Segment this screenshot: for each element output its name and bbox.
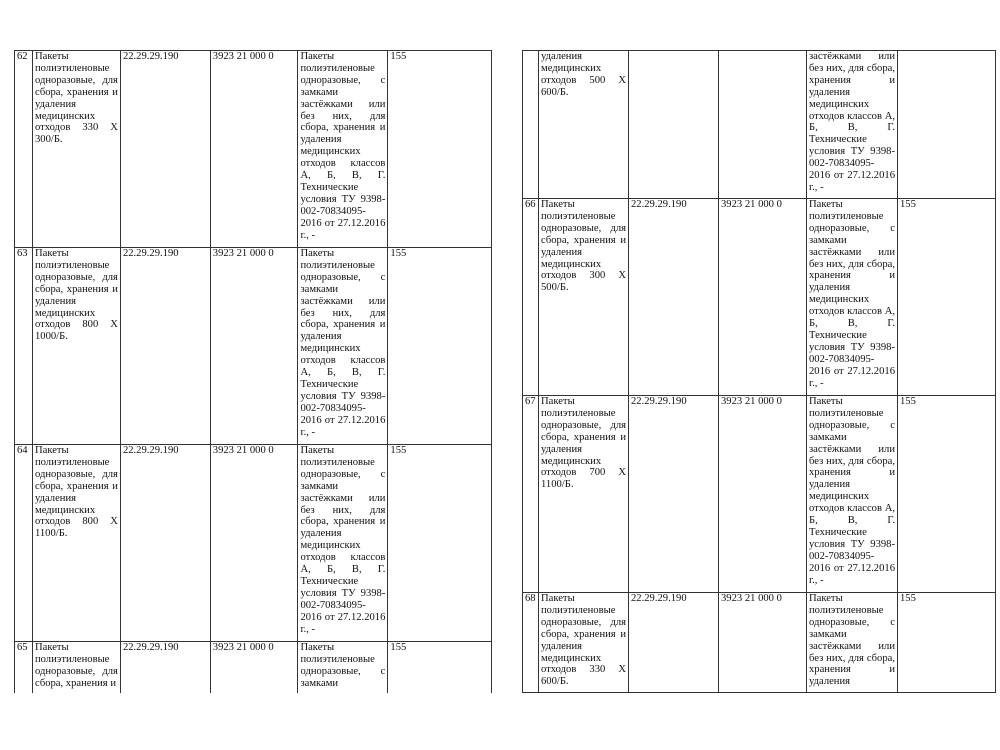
product-name: удаления медицинских отходов 500 Х 600/Б. bbox=[539, 51, 629, 199]
tnved-code: 3923 21 000 0 bbox=[719, 593, 807, 693]
tnved-code: 3923 21 000 0 bbox=[210, 445, 298, 642]
product-name: Пакеты полиэтиленовые одноразовые, для сбора, хранения и удаления медицинских отходов 700 Х 1100/Б. bbox=[539, 396, 629, 593]
unit-code: 155 bbox=[388, 445, 492, 642]
product-characteristics: Пакеты полиэтиленовые одноразовые, с замками застёжками или без них, для сбора, хранения и удаления медицинских отходов классов А, Б, В, Г. Технические условия ТУ 9398-002-70834095-2016 от 27.12.2016 г., - bbox=[807, 396, 898, 593]
unit-code: 155 bbox=[388, 51, 492, 248]
product-name: Пакеты полиэтиленовые одноразовые, для сбора, хранения и удаления медицинских отходов 800 Х 1100/Б. bbox=[32, 445, 120, 642]
product-name: Пакеты полиэтиленовые одноразовые, для сбора, хранения и удаления медицинских отходов 330 Х 300/Б. bbox=[32, 51, 120, 248]
row-number-empty bbox=[523, 51, 539, 199]
row-number: 64 bbox=[15, 445, 33, 642]
products-table-left bbox=[14, 50, 492, 693]
tnved-code: 3923 21 000 0 bbox=[210, 642, 298, 694]
tnved-code-empty bbox=[719, 51, 807, 199]
tnved-code: 3923 21 000 0 bbox=[210, 248, 298, 445]
tnved-code: 3923 21 000 0 bbox=[719, 199, 807, 396]
products-table-right bbox=[522, 50, 996, 693]
row-number: 66 bbox=[523, 199, 539, 396]
unit-code-empty bbox=[898, 51, 996, 199]
product-characteristics: Пакеты полиэтиленовые одноразовые, с замками застёжками или без них, для сбора, хранения и удаления медицинских отходов классов А, Б, В, Г. Технические условия ТУ 9398-002-70834095-2016 от 27.12.2016 г., - bbox=[807, 199, 898, 396]
unit-code: 155 bbox=[898, 593, 996, 693]
unit-code: 155 bbox=[898, 396, 996, 593]
table-row bbox=[523, 199, 996, 396]
product-name: Пакеты полиэтиленовые одноразовые, для сбора, хранения и удаления медицинских отходов 300 Х 500/Б. bbox=[539, 199, 629, 396]
okpd-code: 22.29.29.190 bbox=[120, 445, 210, 642]
product-characteristics: Пакеты полиэтиленовые одноразовые, с замками застёжками или без них, для сбора, хранения и удаления медицинских отходов классов А, Б, В, Г. Технические условия ТУ 9398-002-70834095-2016 от 27.12.2016 г., - bbox=[298, 248, 388, 445]
product-name: Пакеты полиэтиленовые одноразовые, для сбора, хранения и bbox=[32, 642, 120, 694]
unit-code: 155 bbox=[388, 248, 492, 445]
row-number: 63 bbox=[15, 248, 33, 445]
product-name: Пакеты полиэтиленовые одноразовые, для сбора, хранения и удаления медицинских отходов 330 Х 600/Б. bbox=[539, 593, 629, 693]
okpd-code: 22.29.29.190 bbox=[120, 642, 210, 694]
tnved-code: 3923 21 000 0 bbox=[210, 51, 298, 248]
tnved-code: 3923 21 000 0 bbox=[719, 396, 807, 593]
okpd-code: 22.29.29.190 bbox=[120, 248, 210, 445]
product-characteristics: Пакеты полиэтиленовые одноразовые, с замками застёжками или без них, для сбора, хранения и удаления медицинских отходов классов А, Б, В, Г. Технические условия ТУ 9398-002-70834095-2016 от 27.12.2016 г., - bbox=[298, 51, 388, 248]
product-characteristics: Пакеты полиэтиленовые одноразовые, с замками застёжками или без них, для сбора, хранения и удаления bbox=[807, 593, 898, 693]
table-row bbox=[15, 445, 492, 642]
okpd-code-empty bbox=[629, 51, 719, 199]
unit-code: 155 bbox=[388, 642, 492, 694]
table-row bbox=[523, 593, 996, 693]
product-characteristics: Пакеты полиэтиленовые одноразовые, с замками bbox=[298, 642, 388, 694]
row-number: 65 bbox=[15, 642, 33, 694]
table-row bbox=[523, 396, 996, 593]
row-number: 62 bbox=[15, 51, 33, 248]
product-name: Пакеты полиэтиленовые одноразовые, для сбора, хранения и удаления медицинских отходов 800 Х 1000/Б. bbox=[32, 248, 120, 445]
product-characteristics: Пакеты полиэтиленовые одноразовые, с замками застёжками или без них, для сбора, хранения и удаления медицинских отходов классов А, Б, В, Г. Технические условия ТУ 9398-002-70834095-2016 от 27.12.2016 г., - bbox=[298, 445, 388, 642]
product-characteristics: застёжками или без них, для сбора, хранения и удаления медицинских отходов классов А, Б, В, Г. Технические условия ТУ 9398-002-70834095-2016 от 27.12.2016 г., - bbox=[807, 51, 898, 199]
left-page bbox=[14, 50, 492, 693]
row-number: 67 bbox=[523, 396, 539, 593]
okpd-code: 22.29.29.190 bbox=[120, 51, 210, 248]
row-number: 68 bbox=[523, 593, 539, 693]
okpd-code: 22.29.29.190 bbox=[629, 199, 719, 396]
table-row bbox=[15, 248, 492, 445]
table-row bbox=[15, 51, 492, 248]
right-page bbox=[522, 50, 997, 693]
table-row-continuation bbox=[523, 51, 996, 199]
okpd-code: 22.29.29.190 bbox=[629, 593, 719, 693]
unit-code: 155 bbox=[898, 199, 996, 396]
okpd-code: 22.29.29.190 bbox=[629, 396, 719, 593]
table-row bbox=[15, 642, 492, 694]
